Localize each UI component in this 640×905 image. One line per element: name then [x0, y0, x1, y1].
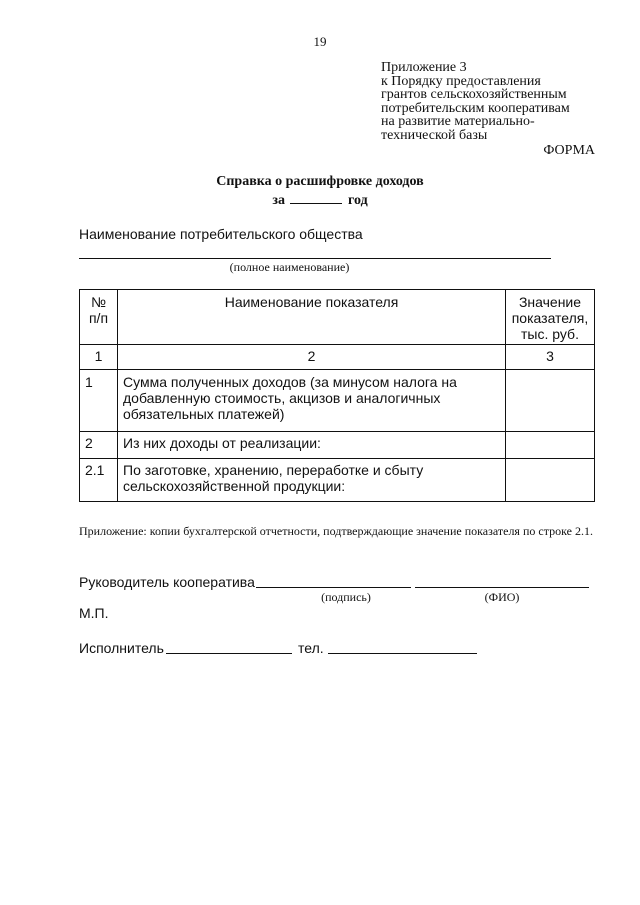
year-prefix: за [272, 193, 285, 208]
appendix-line: потребительским кооперативам [381, 100, 570, 116]
attachment-note: Приложение: копии бухгалтерской отчетности, подтверждающие значение показателя по строке 2.1. [79, 524, 593, 538]
appendix-line: Приложение 3 [381, 60, 467, 75]
table-row [80, 370, 595, 432]
signature-field[interactable] [256, 587, 411, 588]
row-value-cell[interactable] [506, 432, 595, 459]
appendix-line: на развитие материально- [381, 114, 535, 129]
stamp-label: М.П. [79, 605, 109, 621]
fio-field[interactable] [415, 587, 589, 588]
appendix-line: грантов сельскохозяйственным [381, 87, 567, 102]
column-number-cell: 3 [506, 345, 595, 370]
form-label: ФОРМА [543, 143, 595, 158]
year-suffix: год [347, 193, 368, 208]
row-value-cell[interactable] [506, 370, 595, 432]
appendix-line: технической базы [381, 127, 488, 143]
row-indicator-cell: По заготовке, хранению, переработке и сбыту сельскохозяйственной продукции: [118, 459, 506, 502]
page-number: 19 [313, 34, 327, 49]
document-year-line [0, 191, 640, 209]
row-value-cell[interactable] [506, 459, 595, 502]
row-number-cell: 1 [80, 370, 118, 432]
table-row [80, 432, 595, 459]
appendix-header [381, 61, 611, 142]
org-name-field[interactable] [79, 258, 551, 259]
fio-caption: (ФИО) [484, 590, 520, 604]
income-table [79, 289, 595, 502]
table-column-number-row [80, 345, 595, 370]
row-number-cell: 2 [80, 432, 118, 459]
appendix-line: к Порядку предоставления [381, 73, 541, 89]
table-row [80, 459, 595, 502]
column-number-cell: 1 [80, 345, 118, 370]
org-caption-text: (полное наименование) [229, 260, 350, 274]
org-name-caption [79, 260, 640, 275]
year-blank[interactable] [290, 191, 342, 204]
executor-label: Исполнитель [79, 640, 164, 656]
phone-field[interactable] [328, 653, 477, 654]
cooperative-head-label: Руководитель кооператива [79, 574, 255, 590]
row-indicator-cell: Сумма полученных доходов (за минусом налога на добавленную стоимость, акцизов и аналогичных обязательных платежей) [118, 370, 506, 432]
executor-field[interactable] [166, 653, 292, 654]
signature-caption: (подпись) [321, 590, 371, 604]
header-cell-value: Значение показателя, тыс. руб. [506, 290, 595, 345]
row-indicator-cell: Из них доходы от реализации: [118, 432, 506, 459]
column-number-cell: 2 [118, 345, 506, 370]
header-cell-indicator: Наименование показателя [118, 290, 506, 345]
row-number-cell: 2.1 [80, 459, 118, 502]
table-header-row [80, 290, 595, 345]
header-cell-number: № п/п [80, 290, 118, 345]
document-title: Справка о расшифровке доходов [216, 174, 424, 189]
phone-label: тел. [298, 640, 324, 656]
org-name-label: Наименование потребительского общества [79, 226, 363, 242]
